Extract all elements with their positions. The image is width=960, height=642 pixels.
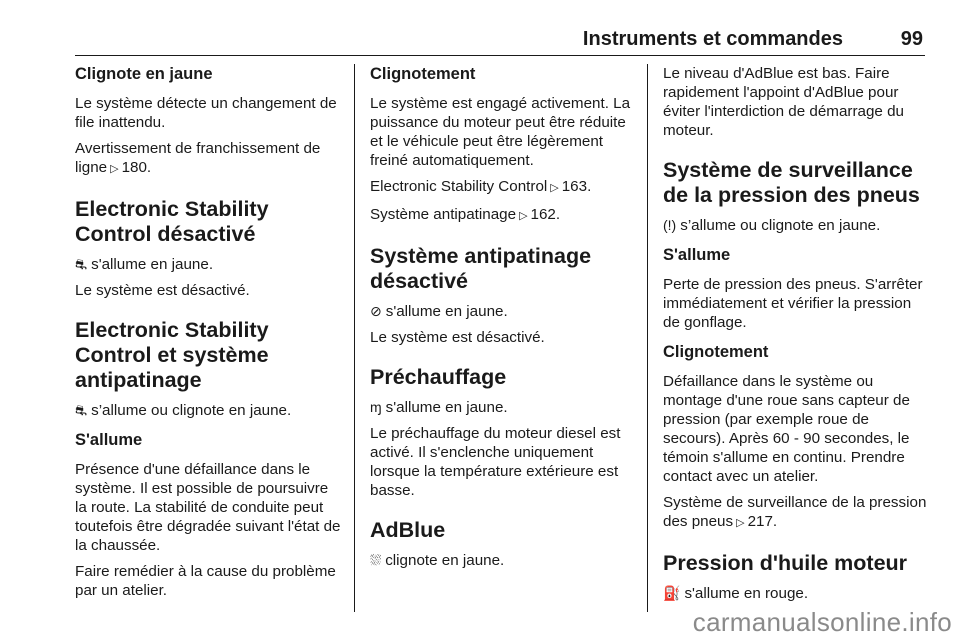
heading-esc-tc: Electronic Stability Control et système antipatinage [75,318,269,392]
page-ref-arrow-icon: ▷ [110,163,119,175]
glow-plug-icon: ɱ [370,399,382,415]
paragraph-text: s'allume en jaune. [385,399,508,416]
paragraph-text: Système de surveillance de la pression des pneus [663,494,927,530]
watermark: carmanualsonline.info [692,607,952,637]
page-ref[interactable]: 180. [121,159,152,176]
tire-pressure-icon: (!) [663,217,677,233]
page-ref-arrow-icon: ▷ [550,182,559,194]
paragraph-text: s'allume en jaune. [385,303,508,320]
traction-control-off-icon: ⊘ [370,303,382,319]
paragraph-with-ref [75,139,343,179]
column-2 [370,64,634,577]
paragraph-with-ref [370,177,634,198]
paragraph-text: s'allume en rouge. [684,585,809,602]
paragraph-text: s’allume ou clignote en jaune. [91,402,292,419]
paragraph-with-icon [75,401,343,420]
heading-clignotement: Clignotement [663,343,769,361]
paragraph: Faire remédier à la cause du problème par un atelier. [75,563,336,599]
paragraph: Présence d'une défaillance dans le système. Il est possible de poursuivre la route. La stabilité de conduite peut toutefois être dégradée suivant l'état de la chaussée. [75,461,341,554]
paragraph: Défaillance dans le système ou montage d'une roue sans capteur de pression (par exemple roue de secours). Après 60 - 90 secondes, le témoin s'allume en continu. Prendre contact avec un atelier. [663,373,910,485]
page-ref[interactable]: 217. [747,513,778,530]
paragraph-with-icon [370,302,634,321]
header-rule [75,55,925,56]
heading-clignote-jaune: Clignote en jaune [75,65,213,83]
paragraph-text: clignote en jaune. [385,552,505,569]
heading-tc-off: Système antipatinage désactivé [370,244,592,293]
page-number: 99 [900,28,923,50]
paragraph-text: s'allume en jaune. [91,256,214,273]
paragraph-text: Système antipatinage [370,206,517,223]
paragraph-with-icon [663,584,927,603]
paragraph-with-icon [75,255,343,274]
section-title: Instruments et commandes [582,28,843,50]
heading-adblue: AdBlue [370,518,446,542]
paragraph-text: Electronic Stability Control [370,178,548,195]
column-divider-2 [647,64,648,612]
page-header [75,28,923,54]
paragraph: Le système détecte un changement de file inattendu. [75,95,337,131]
esc-icon: ⛐ [75,402,88,418]
page-ref-arrow-icon: ▷ [736,517,745,529]
paragraph: Le système est désactivé. [370,329,545,346]
esc-off-icon: ⛐ [75,256,88,272]
paragraph: Le système est engagé activement. La puissance du moteur peut être réduite et le véhicule peut être légèrement freiné automatiquement. [370,95,631,169]
column-3 [663,64,927,610]
paragraph: Le préchauffage du moteur diesel est activé. Il s'enclenche uniquement lorsque la température extérieure est basse. [370,425,621,499]
column-divider-1 [354,64,355,612]
page-ref[interactable]: 163. [561,178,592,195]
page-ref[interactable]: 162. [530,206,561,223]
heading-prechauffage: Préchauffage [370,365,507,389]
paragraph: Perte de pression des pneus. S'arrêter immédiatement et vérifier la pression de gonflage. [663,276,923,331]
page-ref-arrow-icon: ▷ [519,210,528,222]
paragraph-with-ref [663,493,927,533]
heading-s-allume: S'allume [75,431,143,449]
paragraph-with-ref [370,205,634,226]
paragraph-with-icon [663,216,927,235]
heading-esc-off: Electronic Stability Control désactivé [75,197,269,246]
heading-tpms: Système de surveillance de la pression des pneus [663,158,920,207]
paragraph: Le niveau d'AdBlue est bas. Faire rapidement l'appoint d'AdBlue pour éviter l'interdiction de démarrage du moteur. [663,65,904,139]
heading-s-allume: S'allume [663,246,731,264]
column-1 [75,64,343,607]
paragraph-with-icon [370,398,634,417]
heading-clignotement: Clignotement [370,65,476,83]
paragraph-text: s’allume ou clignote en jaune. [680,217,881,234]
adblue-icon: ⛆ [370,552,382,568]
oil-can-icon: ⛽ [663,585,681,601]
paragraph-text: Avertissement de franchissement de ligne [75,140,321,176]
paragraph-with-icon [370,551,634,570]
heading-oil-pressure: Pression d'huile moteur [663,551,908,575]
paragraph: Le système est désactivé. [75,282,250,299]
